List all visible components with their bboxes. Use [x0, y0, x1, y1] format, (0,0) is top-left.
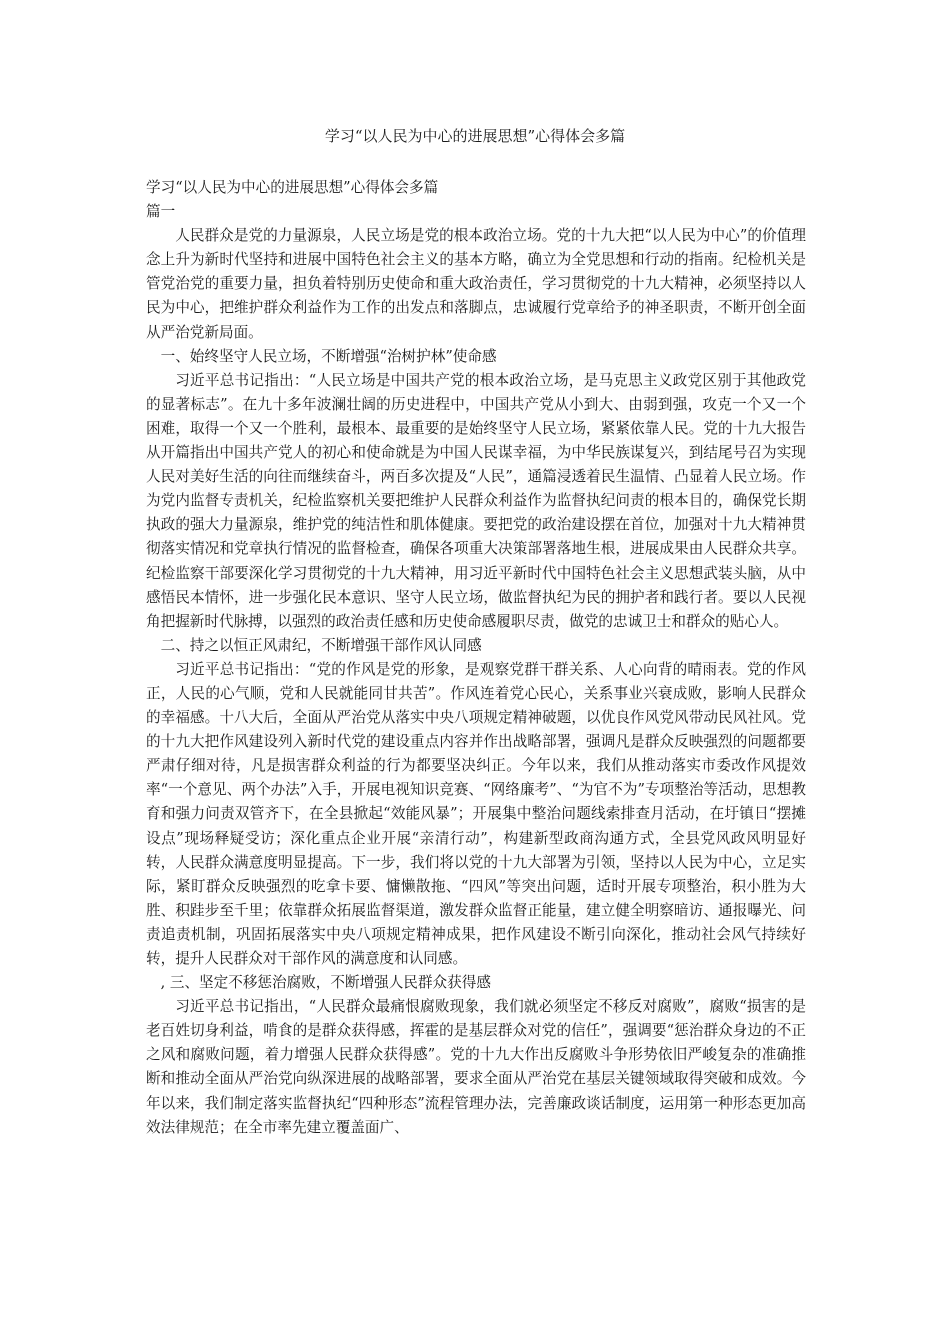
document-subtitle: 学习“以人民为中心的进展思想”心得体会多篇 — [146, 179, 439, 196]
body-paragraph: 习近平总书记指出：“人民立场是中国共产党的根本政治立场，是马克思主义政党区别于其他政党的显著标志”。在九十多年波澜壮阔的历史进程中，中国共产党从小到大、由弱到强，攻克一个又一个困难，取得一个又一个胜利，最根本、最重要的是始终坚守人民立场，紧紧依靠人民。党的十九大报告从开篇指出中国共产党人的初心和使命就是为中国人民谋幸福，为中华民族谋复兴，到结尾号召为实现人民对美好生活的向往而继续奋斗，两百多次提及“人民”，通篇浸透着民生温情、凸显着人民立场。作为党内监督专责机关，纪检监察机关要把维护人民群众利益作为监督执纪问责的根本目的，确保党长期执政的强大力量源泉，维护党的纯洁性和肌体健康。要把党的政治建设摆在首位，加强对十九大精神贯彻落实情况和党章执行情况的监督检查，确保各项重大决策部署落地生根，进展成果由人民群众共享。纪检监察干部要深化学习贯彻党的十九大精神，用习近平新时代中国特色社会主义思想武装头脑，从中感悟民本情怀，进一步强化民本意识、坚守人民立场，做监督执纪为民的拥护者和践行者。要以人民视角把握新时代脉搏，以强烈的政治责任感和历史使命感履职尽责，做党的忠诚卫士和群众的贴心人。 — [146, 371, 806, 630]
document-title: 学习“以人民为中心的进展思想”心得体会多篇 — [324, 127, 626, 145]
body-paragraph: 人民群众是党的力量源泉，人民立场是党的根本政治立场。党的十九大把“以人民为中心”的价值理念上升为新时代坚持和进展中国特色社会主义的基本方略，确立为全党思想和行动的指南。纪检机关是管党治党的重要力量，担负着特别历史使命和重大政治责任，学习贯彻党的十九大精神，必须坚持以人民为中心，把维护群众利益作为工作的出发点和落脚点，忠诚履行党章给予的神圣职责，不断开创全面从严治党新局面。 — [146, 227, 806, 341]
section-heading: , 三、坚定不移惩治腐败，不断增强人民群众获得感 — [160, 974, 491, 992]
body-paragraph: 习近平总书记指出：“党的作风是党的形象，是观察党群干群关系、人心向背的晴雨表。党的作风正，人民的心气顺，党和人民就能同甘共苦”。作风连着党心民心，关系事业兴衰成败，影响人民群众的幸福感。十八大后，全面从严治党从落实中央八项规定精神破题，以优良作风党风带动民风社风。党的十九大把作风建设列入新时代党的建设重点内容并作出战略部署，强调凡是群众反映强烈的问题都要严肃仔细对待，凡是损害群众利益的行为都要坚决纠正。今年以来，我们从推动落实市委改作风提效率“一个意见、两个办法”入手，开展电视知识竞赛、“网络廉考”、“为官不为”专项整治等活动，思想教育和强力问责双管齐下，在全县掀起“效能风暴”；开展集中整治问题线索排查月活动，在圩镇日“摆摊设点”现场释疑受访；深化重点企业开展“亲清行动”，构建新型政商沟通方式，全县党风政风明显好转，人民群众满意度明显提高。下一步，我们将以党的十九大部署为引领，坚持以人民为中心，立足实际，紧盯群众反映强烈的吃拿卡要、慵懒散拖、“四风”等突出问题，适时开展专项整治，积小胜为大胜、积跬步至千里；依靠群众拓展监督渠道，激发群众监督正能量，建立健全明察暗访、通报曝光、问责追责机制，巩固拓展落实中央八项规定精神成果，把作风建设不断引向深化，推动社会风气持续好转，提升人民群众对干部作风的满意度和认同感。 — [146, 660, 806, 967]
part-label: 篇一 — [146, 203, 176, 221]
section-heading: 一、始终坚守人民立场，不断增强“治树护林”使命感 — [160, 347, 497, 365]
section-heading: 二、持之以恒正风肃纪，不断增强干部作风认同感 — [160, 636, 482, 654]
paragraph-list — [146, 224, 806, 1140]
document-body — [146, 176, 806, 1140]
body-paragraph: 习近平总书记指出，“人民群众最痛恨腐败现象，我们就必须坚定不移反对腐败”，腐败“损害的是老百姓切身利益，啃食的是群众获得感，挥霍的是基层群众对党的信任”，强调要“惩治群众身边的不正之风和腐败问题，着力增强人民群众获得感”。党的十九大作出反腐败斗争形势依旧严峻复杂的准确推断和推动全面从严治党向纵深进展的战略部署，要求全面从严治党在基层关键领域取得突破和成效。今年以来，我们制定落实监督执纪“四种形态”流程管理办法，完善廉政谈话制度，运用第一种形态更加高效法律规范；在全市率先建立覆盖面广、 — [146, 998, 806, 1136]
